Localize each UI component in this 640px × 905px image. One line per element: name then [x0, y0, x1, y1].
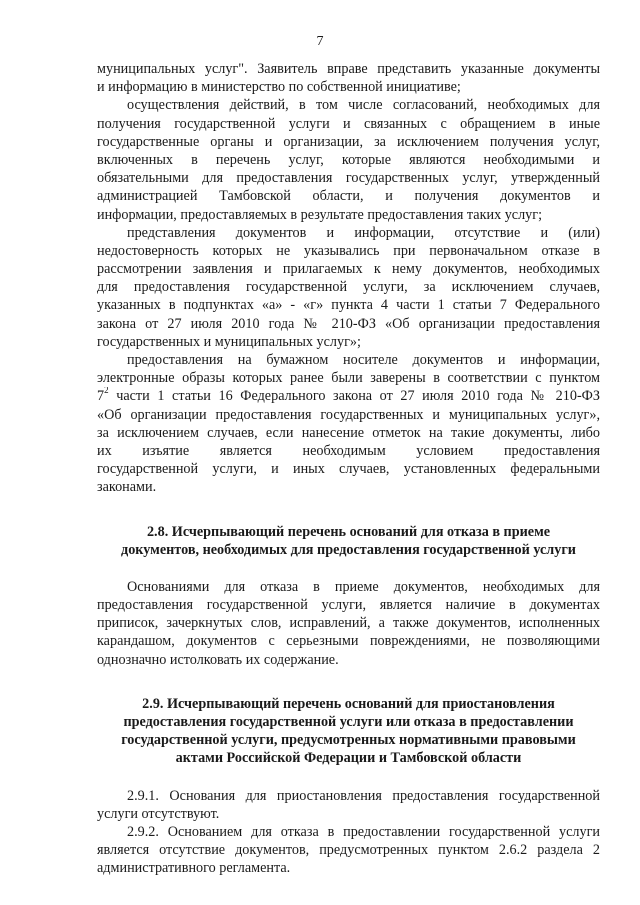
- text-line: административного регламента.: [97, 860, 291, 877]
- paragraph-continuation: [97, 60, 600, 96]
- text-line: государственные органы и организации, за исключением получения услуг,: [97, 133, 600, 150]
- text-line: услуги отсутствуют.: [97, 805, 220, 822]
- heading-line: государственной услуги, предусмотренных нормативными правовыми: [121, 732, 576, 749]
- section-heading-2-9: [97, 695, 600, 768]
- text-line: предоставления государственной услуги, является наличие в документах: [97, 597, 600, 614]
- text-line: карандашом, документов с серьезными повреждениями, не позволяющими: [97, 633, 600, 650]
- paragraph-paper-media: [97, 351, 600, 497]
- text-line: обязательными для предоставления государственных услуг, утвержденный: [97, 170, 600, 187]
- point-superscript: 2: [104, 387, 109, 395]
- heading-line: документов, необходимых для предоставления государственной услуги: [121, 541, 576, 558]
- text-line: муниципальных услуг". Заявитель вправе представить указанные документы: [97, 61, 600, 77]
- text-line: законами.: [97, 479, 157, 496]
- text-line: и информацию в министерство по собственной инициативе;: [97, 79, 461, 96]
- text-line: закона от 27 июля 2010 года № 210-ФЗ «Об организации предоставления: [97, 315, 600, 332]
- text-line: приписок, зачеркнутых слов, исправлений, а также документов, исполненных: [97, 615, 600, 632]
- page-number: 7: [316, 34, 324, 49]
- text-line: «Об организации предоставления государственных и муниципальных услуг»,: [97, 406, 600, 423]
- text-line: администрацией Тамбовской области, и получения документов и: [97, 188, 600, 205]
- point-number: 7: [97, 388, 105, 405]
- text-line: указанных в подпунктах «а» - «г» пункта 4 части 1 статьи 7 Федерального: [97, 297, 600, 314]
- paragraph-2-9-1: [97, 787, 600, 823]
- text-line-with-superscript: [97, 387, 600, 405]
- text-line: однозначно истолковать их содержание.: [97, 651, 339, 668]
- text-line: Основаниями для отказа в приеме документов, необходимых для: [127, 578, 600, 595]
- paragraph-2-8: [97, 578, 600, 669]
- heading-line: предоставления государственной услуги или отказа в предоставлении: [123, 714, 574, 730]
- text-line: является отсутствие документов, предусмотренных пунктом 2.6.2 раздела 2: [97, 842, 600, 859]
- text-line: их изъятие является необходимым условием предоставления: [97, 442, 600, 459]
- text-line: электронные образы которых ранее были заверены в соответствии с пунктом: [97, 370, 600, 387]
- text-line: представления документов и информации, отсутствие и (или): [127, 224, 600, 241]
- text-line: за исключением случаев, если нанесение отметок на такие документы, либо: [97, 424, 600, 441]
- heading-line: 2.9. Исчерпывающий перечень оснований для приостановления: [142, 695, 555, 712]
- text-line: информации, предоставляемых в результате предоставления таких услуг;: [97, 206, 543, 223]
- text-fragment: части 1 статьи 16 Федерального закона от 27 июля 2010 года № 210-ФЗ: [108, 388, 600, 405]
- text-line: включенных в перечень услуг, которые являются необходимыми и: [97, 151, 600, 168]
- text-line: 2.9.1. Основания для приостановления предоставления государственной: [127, 787, 600, 804]
- paragraph-2-9-2: [97, 823, 600, 878]
- text-line: предоставления на бумажном носителе документов и информации,: [127, 352, 600, 368]
- heading-line: актами Российской Федерации и Тамбовской области: [175, 750, 522, 767]
- heading-line: 2.8. Исчерпывающий перечень оснований для отказа в приеме: [146, 523, 551, 540]
- paragraph-documents: [97, 224, 600, 351]
- text-line: 2.9.2. Основанием для отказа в предоставлении государственной услуги: [127, 823, 600, 840]
- document-body: [97, 60, 600, 878]
- text-line: государственной услуги, и иных случаев, установленных федеральными: [97, 461, 600, 478]
- section-heading-2-8: [97, 523, 600, 559]
- paragraph-actions: [97, 96, 600, 223]
- text-line: недостоверность которых не указывались при первоначальном отказе в: [97, 242, 600, 259]
- text-line: получения государственной услуги и связанных с обращением в иные: [97, 115, 600, 132]
- text-line: осуществления действий, в том числе согласований, необходимых для: [127, 97, 600, 114]
- text-line: рассмотрении заявления и прилагаемых к нему документов, необходимых: [97, 261, 600, 278]
- text-line: для предоставления государственной услуги, за исключением случаев,: [97, 279, 600, 296]
- text-line: государственных и муниципальных услуг»;: [97, 333, 361, 350]
